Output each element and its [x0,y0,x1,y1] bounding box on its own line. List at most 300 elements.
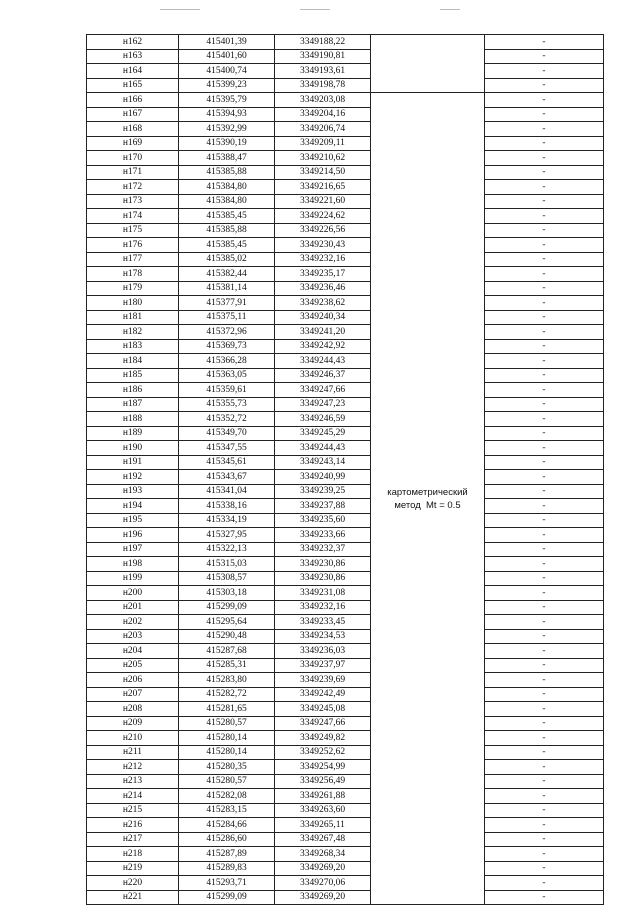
point-name-cell: н171 [87,165,179,180]
point-name-cell: н216 [87,818,179,833]
x-coordinate-cell: 415394,93 [179,107,275,122]
y-coordinate-cell: 3349261,88 [275,789,371,804]
y-coordinate-cell: 3349193,61 [275,64,371,79]
point-name-cell: н219 [87,861,179,876]
table-row [87,441,604,456]
x-coordinate-cell: 415372,96 [179,325,275,340]
x-coordinate-cell: 415290,48 [179,629,275,644]
table-row [87,252,604,267]
point-name-cell: н199 [87,571,179,586]
y-coordinate-cell: 3349247,66 [275,716,371,731]
point-name-cell: н195 [87,513,179,528]
y-coordinate-cell: 3349244,43 [275,441,371,456]
point-name-cell: н187 [87,397,179,412]
y-coordinate-cell: 3349233,45 [275,615,371,630]
accuracy-cell: - [485,354,604,369]
point-name-cell: н212 [87,760,179,775]
x-coordinate-cell: 415385,88 [179,165,275,180]
point-name-cell: н206 [87,673,179,688]
method-text-line2: метод Mt = 0.5 [394,499,461,511]
point-name-cell: н162 [87,35,179,50]
x-coordinate-cell: 415282,08 [179,789,275,804]
table-row [87,615,604,630]
y-coordinate-cell: 3349237,88 [275,499,371,514]
accuracy-cell: - [485,64,604,79]
y-coordinate-cell: 3349226,56 [275,223,371,238]
accuracy-cell: - [485,716,604,731]
table-row [87,658,604,673]
method-cell-empty [371,35,485,93]
table-row [87,64,604,79]
point-name-cell: н211 [87,745,179,760]
y-coordinate-cell: 3349232,37 [275,542,371,557]
y-coordinate-cell: 3349241,20 [275,325,371,340]
y-coordinate-cell: 3349249,82 [275,731,371,746]
y-coordinate-cell: 3349267,48 [275,832,371,847]
accuracy-cell: - [485,49,604,64]
point-name-cell: н194 [87,499,179,514]
accuracy-cell: - [485,774,604,789]
y-coordinate-cell: 3349239,25 [275,484,371,499]
accuracy-cell: - [485,760,604,775]
y-coordinate-cell: 3349269,20 [275,890,371,905]
table-row [87,383,604,398]
y-coordinate-cell: 3349216,65 [275,180,371,195]
x-coordinate-cell: 415283,15 [179,803,275,818]
x-coordinate-cell: 415384,80 [179,180,275,195]
y-coordinate-cell: 3349237,97 [275,658,371,673]
table-row [87,644,604,659]
y-coordinate-cell: 3349230,86 [275,571,371,586]
x-coordinate-cell: 415363,05 [179,368,275,383]
x-coordinate-cell: 415381,14 [179,281,275,296]
table-row [87,368,604,383]
accuracy-cell: - [485,702,604,717]
accuracy-cell: - [485,861,604,876]
point-name-cell: н190 [87,441,179,456]
y-coordinate-cell: 3349268,34 [275,847,371,862]
table-row [87,180,604,195]
x-coordinate-cell: 415399,23 [179,78,275,93]
accuracy-cell: - [485,281,604,296]
table-row [87,513,604,528]
y-coordinate-cell: 3349232,16 [275,252,371,267]
y-coordinate-cell: 3349203,08 [275,93,371,108]
accuracy-cell: - [485,513,604,528]
scan-artifact-top [300,9,330,10]
accuracy-cell: - [485,441,604,456]
y-coordinate-cell: 3349252,62 [275,745,371,760]
y-coordinate-cell: 3349263,60 [275,803,371,818]
x-coordinate-cell: 415327,95 [179,528,275,543]
accuracy-cell: - [485,78,604,93]
y-coordinate-cell: 3349246,59 [275,412,371,427]
y-coordinate-cell: 3349247,23 [275,397,371,412]
accuracy-cell: - [485,803,604,818]
table-row [87,557,604,572]
table-row [87,223,604,238]
x-coordinate-cell: 415295,64 [179,615,275,630]
point-name-cell: н221 [87,890,179,905]
point-name-cell: н184 [87,354,179,369]
x-coordinate-cell: 415349,70 [179,426,275,441]
table-row [87,325,604,340]
y-coordinate-cell: 3349209,11 [275,136,371,151]
x-coordinate-cell: 415375,11 [179,310,275,325]
point-name-cell: н179 [87,281,179,296]
y-coordinate-cell: 3349232,16 [275,600,371,615]
table-row [87,136,604,151]
accuracy-cell: - [485,847,604,862]
accuracy-cell: - [485,267,604,282]
point-name-cell: н207 [87,687,179,702]
accuracy-cell: - [485,658,604,673]
x-coordinate-cell: 415343,67 [179,470,275,485]
table-row [87,310,604,325]
accuracy-cell: - [485,122,604,137]
point-name-cell: н201 [87,600,179,615]
point-name-cell: н189 [87,426,179,441]
accuracy-cell: - [485,571,604,586]
x-coordinate-cell: 415395,79 [179,93,275,108]
accuracy-cell: - [485,470,604,485]
point-name-cell: н183 [87,339,179,354]
table-row [87,339,604,354]
y-coordinate-cell: 3349235,17 [275,267,371,282]
table-row [87,542,604,557]
x-coordinate-cell: 415315,03 [179,557,275,572]
table-row [87,296,604,311]
accuracy-cell: - [485,426,604,441]
x-coordinate-cell: 415385,02 [179,252,275,267]
x-coordinate-cell: 415280,14 [179,745,275,760]
accuracy-cell: - [485,528,604,543]
table-row [87,731,604,746]
point-name-cell: н176 [87,238,179,253]
y-coordinate-cell: 3349198,78 [275,78,371,93]
table-row [87,789,604,804]
method-text-line1: картометрический [387,486,468,498]
table-row [87,455,604,470]
table-row [87,426,604,441]
y-coordinate-cell: 3349265,11 [275,818,371,833]
accuracy-cell: - [485,687,604,702]
point-name-cell: н164 [87,64,179,79]
y-coordinate-cell: 3349242,49 [275,687,371,702]
x-coordinate-cell: 415287,68 [179,644,275,659]
y-coordinate-cell: 3349254,99 [275,760,371,775]
y-coordinate-cell: 3349236,46 [275,281,371,296]
y-coordinate-cell: 3349204,16 [275,107,371,122]
accuracy-cell: - [485,310,604,325]
point-name-cell: н214 [87,789,179,804]
accuracy-cell: - [485,586,604,601]
x-coordinate-cell: 415293,71 [179,876,275,891]
table-row [87,861,604,876]
x-coordinate-cell: 415284,66 [179,818,275,833]
table-row [87,745,604,760]
table-row [87,629,604,644]
y-coordinate-cell: 3349246,37 [275,368,371,383]
y-coordinate-cell: 3349243,14 [275,455,371,470]
accuracy-cell: - [485,325,604,340]
y-coordinate-cell: 3349188,22 [275,35,371,50]
accuracy-cell: - [485,93,604,108]
x-coordinate-cell: 415308,57 [179,571,275,586]
x-coordinate-cell: 415280,57 [179,716,275,731]
table-row [87,600,604,615]
point-name-cell: н188 [87,412,179,427]
y-coordinate-cell: 3349230,86 [275,557,371,572]
x-coordinate-cell: 415388,47 [179,151,275,166]
accuracy-cell: - [485,731,604,746]
y-coordinate-cell: 3349235,60 [275,513,371,528]
y-coordinate-cell: 3349234,53 [275,629,371,644]
accuracy-cell: - [485,673,604,688]
x-coordinate-cell: 415384,80 [179,194,275,209]
point-name-cell: н215 [87,803,179,818]
accuracy-cell: - [485,107,604,122]
table-row [87,281,604,296]
x-coordinate-cell: 415281,65 [179,702,275,717]
scan-artifact-top [160,9,200,10]
table-row [87,35,604,50]
point-name-cell: н178 [87,267,179,282]
accuracy-cell: - [485,339,604,354]
table-row [87,586,604,601]
accuracy-cell: - [485,368,604,383]
table-row [87,354,604,369]
y-coordinate-cell: 3349210,62 [275,151,371,166]
x-coordinate-cell: 415401,39 [179,35,275,50]
accuracy-cell: - [485,238,604,253]
table-row [87,803,604,818]
point-name-cell: н170 [87,151,179,166]
point-name-cell: н213 [87,774,179,789]
point-name-cell: н203 [87,629,179,644]
accuracy-cell: - [485,383,604,398]
x-coordinate-cell: 415401,60 [179,49,275,64]
x-coordinate-cell: 415322,13 [179,542,275,557]
point-name-cell: н200 [87,586,179,601]
y-coordinate-cell: 3349233,66 [275,528,371,543]
table-row [87,890,604,905]
accuracy-cell: - [485,832,604,847]
x-coordinate-cell: 415392,99 [179,122,275,137]
y-coordinate-cell: 3349270,06 [275,876,371,891]
table-row [87,760,604,775]
point-name-cell: н169 [87,136,179,151]
point-name-cell: н192 [87,470,179,485]
table-row [87,412,604,427]
accuracy-cell: - [485,223,604,238]
x-coordinate-cell: 415341,04 [179,484,275,499]
point-name-cell: н181 [87,310,179,325]
method-cell [371,93,485,905]
x-coordinate-cell: 415334,19 [179,513,275,528]
accuracy-cell: - [485,412,604,427]
point-name-cell: н186 [87,383,179,398]
accuracy-cell: - [485,136,604,151]
coordinates-table-body [87,35,604,905]
y-coordinate-cell: 3349245,08 [275,702,371,717]
table-row [87,876,604,891]
accuracy-cell: - [485,499,604,514]
point-name-cell: н202 [87,615,179,630]
x-coordinate-cell: 415299,09 [179,600,275,615]
point-name-cell: н210 [87,731,179,746]
table-row [87,238,604,253]
point-name-cell: н218 [87,847,179,862]
point-name-cell: н175 [87,223,179,238]
accuracy-cell: - [485,542,604,557]
accuracy-cell: - [485,252,604,267]
point-name-cell: н217 [87,832,179,847]
y-coordinate-cell: 3349239,69 [275,673,371,688]
accuracy-cell: - [485,165,604,180]
x-coordinate-cell: 415382,44 [179,267,275,282]
accuracy-cell: - [485,194,604,209]
table-row [87,470,604,485]
table-row [87,107,604,122]
y-coordinate-cell: 3349240,99 [275,470,371,485]
point-name-cell: н196 [87,528,179,543]
x-coordinate-cell: 415283,80 [179,673,275,688]
y-coordinate-cell: 3349247,66 [275,383,371,398]
point-name-cell: н166 [87,93,179,108]
table-row [87,716,604,731]
x-coordinate-cell: 415355,73 [179,397,275,412]
accuracy-cell: - [485,789,604,804]
point-name-cell: н177 [87,252,179,267]
x-coordinate-cell: 415338,16 [179,499,275,514]
table-row [87,49,604,64]
accuracy-cell: - [485,455,604,470]
y-coordinate-cell: 3349230,43 [275,238,371,253]
table-row [87,267,604,282]
x-coordinate-cell: 415369,73 [179,339,275,354]
point-name-cell: н220 [87,876,179,891]
y-coordinate-cell: 3349206,74 [275,122,371,137]
y-coordinate-cell: 3349231,08 [275,586,371,601]
point-name-cell: н205 [87,658,179,673]
accuracy-cell: - [485,745,604,760]
x-coordinate-cell: 415303,18 [179,586,275,601]
table-row [87,673,604,688]
y-coordinate-cell: 3349256,49 [275,774,371,789]
table-row [87,151,604,166]
x-coordinate-cell: 415345,61 [179,455,275,470]
table-row [87,397,604,412]
x-coordinate-cell: 415280,14 [179,731,275,746]
table-row [87,528,604,543]
accuracy-cell: - [485,484,604,499]
point-name-cell: н167 [87,107,179,122]
point-name-cell: н185 [87,368,179,383]
accuracy-cell: - [485,644,604,659]
x-coordinate-cell: 415352,72 [179,412,275,427]
table-row [87,209,604,224]
table-row [87,78,604,93]
x-coordinate-cell: 415282,72 [179,687,275,702]
x-coordinate-cell: 415280,57 [179,774,275,789]
y-coordinate-cell: 3349221,60 [275,194,371,209]
accuracy-cell: - [485,296,604,311]
y-coordinate-cell: 3349214,50 [275,165,371,180]
point-name-cell: н182 [87,325,179,340]
table-row [87,687,604,702]
accuracy-cell: - [485,629,604,644]
y-coordinate-cell: 3349245,29 [275,426,371,441]
accuracy-cell: - [485,818,604,833]
x-coordinate-cell: 415280,35 [179,760,275,775]
table-row [87,93,604,108]
table-row [87,847,604,862]
accuracy-cell: - [485,615,604,630]
y-coordinate-cell: 3349240,34 [275,310,371,325]
accuracy-cell: - [485,890,604,905]
x-coordinate-cell: 415390,19 [179,136,275,151]
point-name-cell: н191 [87,455,179,470]
coordinates-table [86,34,604,905]
x-coordinate-cell: 415289,83 [179,861,275,876]
point-name-cell: н174 [87,209,179,224]
x-coordinate-cell: 415287,89 [179,847,275,862]
point-name-cell: н197 [87,542,179,557]
accuracy-cell: - [485,876,604,891]
point-name-cell: н193 [87,484,179,499]
table-row [87,484,604,499]
accuracy-cell: - [485,209,604,224]
y-coordinate-cell: 3349242,92 [275,339,371,354]
table-row [87,122,604,137]
x-coordinate-cell: 415385,88 [179,223,275,238]
x-coordinate-cell: 415400,74 [179,64,275,79]
point-name-cell: н180 [87,296,179,311]
point-name-cell: н168 [87,122,179,137]
accuracy-cell: - [485,397,604,412]
table-row [87,774,604,789]
table-row [87,818,604,833]
point-name-cell: н208 [87,702,179,717]
point-name-cell: н172 [87,180,179,195]
scan-artifact-top [440,9,460,10]
table-row [87,571,604,586]
y-coordinate-cell: 3349190,81 [275,49,371,64]
x-coordinate-cell: 415385,45 [179,238,275,253]
table-row [87,165,604,180]
point-name-cell: н165 [87,78,179,93]
accuracy-cell: - [485,151,604,166]
accuracy-cell: - [485,35,604,50]
y-coordinate-cell: 3349269,20 [275,861,371,876]
x-coordinate-cell: 415285,31 [179,658,275,673]
y-coordinate-cell: 3349224,62 [275,209,371,224]
point-name-cell: н163 [87,49,179,64]
accuracy-cell: - [485,180,604,195]
y-coordinate-cell: 3349238,62 [275,296,371,311]
table-row [87,702,604,717]
x-coordinate-cell: 415359,61 [179,383,275,398]
y-coordinate-cell: 3349236,03 [275,644,371,659]
x-coordinate-cell: 415385,45 [179,209,275,224]
point-name-cell: н198 [87,557,179,572]
y-coordinate-cell: 3349244,43 [275,354,371,369]
point-name-cell: н204 [87,644,179,659]
x-coordinate-cell: 415299,09 [179,890,275,905]
table-row [87,499,604,514]
point-name-cell: н209 [87,716,179,731]
